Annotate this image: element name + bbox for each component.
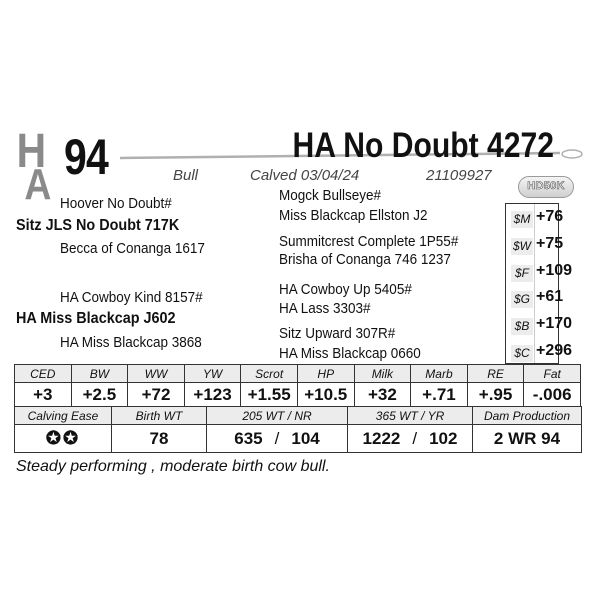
pedigree-dam-sire: HA Cowboy Kind 8157# — [60, 289, 203, 306]
epd-header: Marb — [411, 365, 468, 383]
star-circle-icon: ✪ — [45, 428, 63, 448]
index-row — [506, 204, 564, 231]
epd-value: +2.5 — [71, 383, 128, 407]
epd-value: +123 — [184, 383, 241, 407]
index-label: $F — [511, 265, 533, 282]
pedigree-col3-item: HA Lass 3303# — [279, 300, 371, 317]
epd-value: +32 — [354, 383, 411, 407]
pedigree-sire-sire: Hoover No Doubt# — [60, 195, 172, 212]
pedigree-col3-item: HA Miss Blackcap 0660 — [279, 345, 421, 362]
ha-brand-logo — [14, 124, 62, 208]
index-label: $C — [511, 345, 533, 362]
epd-value: +.71 — [411, 383, 468, 407]
index-label: $G — [511, 291, 533, 308]
epd-header: WW — [128, 365, 185, 383]
brand-letter-a: A — [24, 160, 52, 209]
pedigree-col3-item: Sitz Upward 307R# — [279, 325, 396, 342]
performance-header: 205 WT / NR — [207, 407, 348, 425]
pedigree-col3-item: Miss Blackcap Ellston J2 — [279, 207, 428, 224]
epd-header: RE — [467, 365, 524, 383]
star-circle-icon: ✪ — [63, 428, 81, 448]
calved-date: Calved 03/04/24 — [250, 167, 360, 184]
epd-header: Scrot — [241, 365, 298, 383]
performance-header: Dam Production — [473, 407, 582, 425]
epd-header: Milk — [354, 365, 411, 383]
index-label: $B — [511, 318, 533, 335]
calving-ease-cell — [15, 425, 112, 453]
hd50k-badge: HD50K — [518, 176, 574, 198]
pedigree-dam-dam: HA Miss Blackcap 3868 — [60, 334, 202, 351]
pedigree-sire: Sitz JLS No Doubt 717K — [16, 217, 180, 234]
performance-header: 365 WT / YR — [348, 407, 473, 425]
epd-value: -.006 — [524, 383, 581, 407]
weaning-ratio: 104 — [291, 428, 320, 448]
index-value: +296 — [536, 341, 573, 359]
weaning-weight: 635 — [234, 428, 263, 448]
epd-value-row — [15, 383, 581, 407]
epd-value: +1.55 — [241, 383, 298, 407]
epd-header: HP — [297, 365, 354, 383]
epd-table — [14, 364, 581, 407]
registration-number: 21109927 — [426, 167, 492, 184]
performance-table — [14, 406, 582, 453]
animal-name: HA No Doubt 4272 — [292, 126, 554, 165]
economic-index-panel — [505, 203, 573, 364]
epd-header: Fat — [524, 365, 581, 383]
yearling-weight-cell: 1222 / 102 — [348, 425, 473, 453]
pedigree-col3-item: Mogck Bullseye# — [279, 187, 382, 204]
pedigree-dam: HA Miss Blackcap J602 — [16, 310, 176, 327]
index-row — [506, 284, 564, 311]
epd-header-row — [15, 365, 581, 383]
index-value: +61 — [536, 288, 564, 306]
birth-weight: 78 — [112, 425, 207, 453]
index-row — [506, 258, 573, 285]
performance-header: Calving Ease — [15, 407, 112, 425]
pedigree-sire-dam: Becca of Conanga 1617 — [60, 240, 205, 257]
performance-value-row — [15, 425, 582, 453]
index-value: +170 — [536, 315, 573, 333]
index-row — [506, 311, 573, 338]
index-value: +76 — [536, 208, 564, 225]
epd-header: YW — [184, 365, 241, 383]
pedigree-col3-item: Brisha of Conanga 746 1237 — [279, 251, 451, 268]
epd-value: +10.5 — [297, 383, 354, 407]
dam-production: 2 WR 94 — [473, 425, 582, 453]
weaning-weight-cell: 635 / 104 — [207, 425, 348, 453]
index-label: $M — [511, 211, 533, 228]
epd-value: +72 — [128, 383, 185, 407]
epd-value: +3 — [15, 383, 72, 407]
yearling-weight: 1222 — [362, 428, 401, 448]
epd-header: BW — [71, 365, 128, 383]
performance-header: Birth WT — [112, 407, 207, 425]
lot-comment: Steady performing , moderate birth cow bull. — [16, 458, 330, 475]
index-row — [506, 231, 564, 258]
performance-header-row — [15, 407, 582, 425]
epd-header: CED — [15, 365, 72, 383]
pedigree-col3-item: Summitcrest Complete 1P55# — [279, 233, 459, 250]
epd-value: +.95 — [467, 383, 524, 407]
sex-label: Bull — [173, 167, 199, 184]
yearling-ratio: 102 — [429, 428, 458, 448]
brand-letter-h: H — [16, 125, 47, 178]
pedigree-col3-item: HA Cowboy Up 5405# — [279, 281, 412, 298]
index-label: $W — [513, 238, 531, 253]
index-value: +75 — [536, 234, 564, 252]
lot-number: 94 — [64, 129, 108, 185]
index-value: +109 — [536, 261, 573, 279]
index-row — [506, 338, 573, 365]
